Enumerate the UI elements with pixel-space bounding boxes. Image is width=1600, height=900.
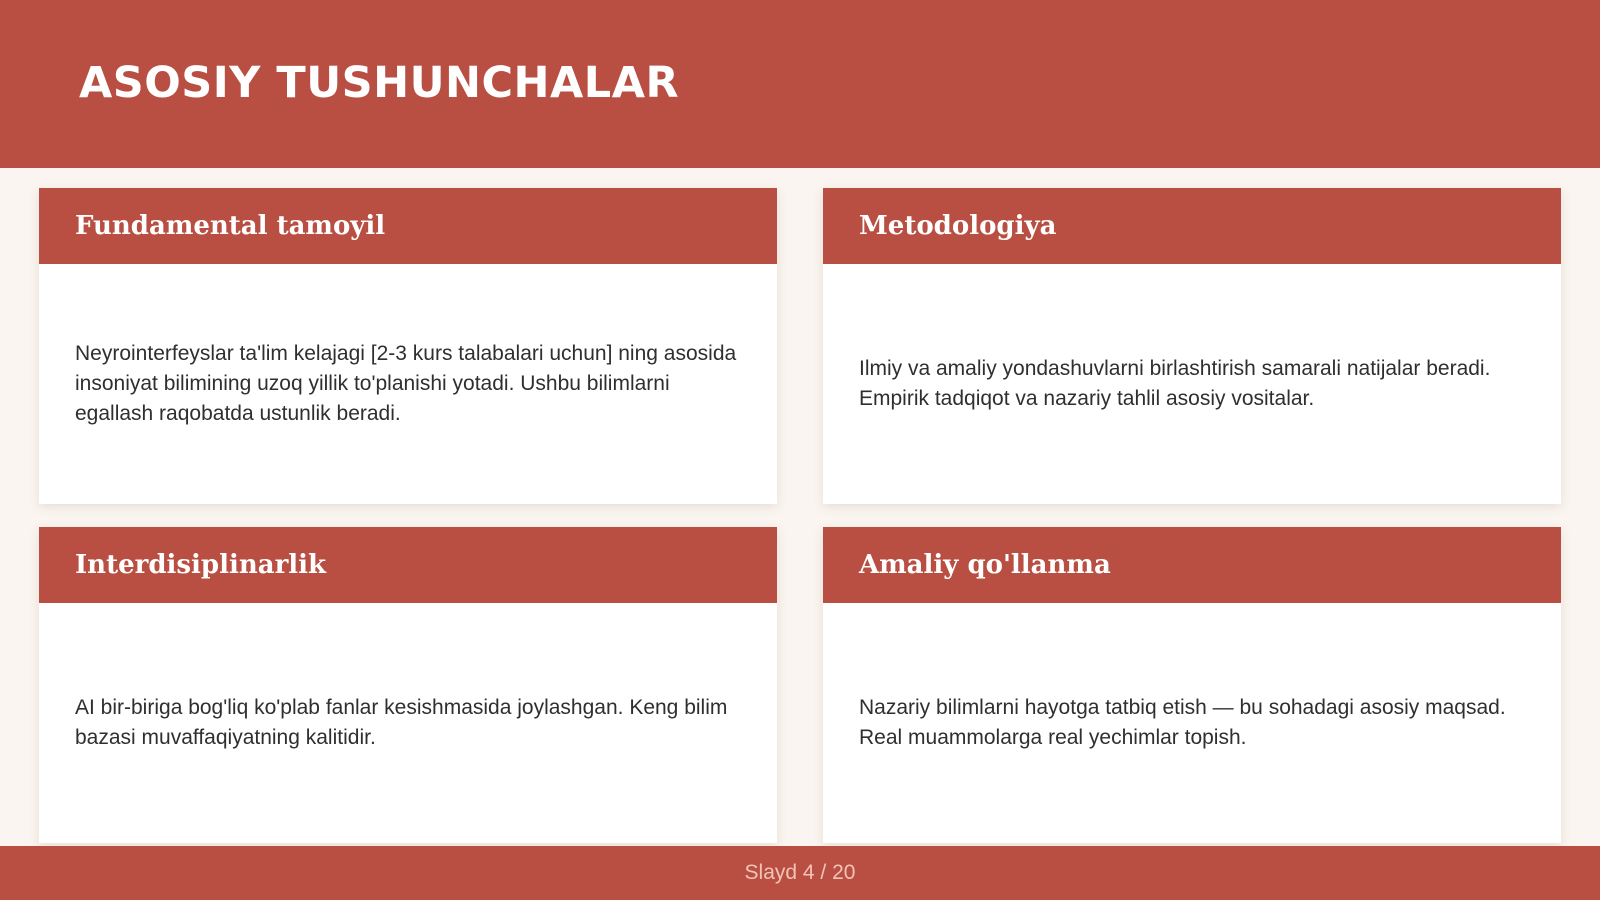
card-body <box>39 264 777 504</box>
card-header <box>823 188 1561 264</box>
card-header <box>39 188 777 264</box>
card-text: Neyrointerfeyslar ta'lim kelajagi [2-3 kurs talabalari uchun] ning asosida insoniyat bilimining uzoq yillik to'planishi yotadi. Ushbu bilimlarni egallash raqobatda ustunlik beradi. <box>75 342 737 425</box>
card-body <box>39 603 777 843</box>
card-text: Ilmiy va amaliy yondashuvlarni birlashtirish samarali natijalar beradi. Empirik tadqiqot va nazariy tahlil asosiy vositalar. <box>859 357 1491 410</box>
slide-counter: Slayd 4 / 20 <box>744 861 856 884</box>
card-title: Fundamental tamoyil <box>75 211 386 241</box>
slide-header <box>0 0 1600 168</box>
card-metodologiya <box>823 188 1561 504</box>
card-interdisiplinarlik <box>39 527 777 843</box>
card-text: Nazariy bilimlarni hayotga tatbiq etish — bu sohadagi asosiy maqsad. Real muammolarga real yechimlar topish. <box>859 696 1506 749</box>
slide-footer <box>0 846 1600 900</box>
card-fundamental-tamoyil <box>39 188 777 504</box>
card-title: Metodologiya <box>859 211 1057 241</box>
card-header <box>39 527 777 603</box>
card-title: Amaliy qo'llanma <box>859 550 1111 580</box>
card-title: Interdisiplinarlik <box>75 550 327 580</box>
slide-title: ASOSIY TUSHUNCHALAR <box>79 58 680 108</box>
card-text: AI bir-biriga bog'liq ko'plab fanlar kesishmasida joylashgan. Keng bilim bazasi muvaffaqiyatning kalitidir. <box>75 696 728 749</box>
card-amaliy-qollanma <box>823 527 1561 843</box>
card-body <box>823 603 1561 843</box>
card-body <box>823 264 1561 504</box>
card-header <box>823 527 1561 603</box>
